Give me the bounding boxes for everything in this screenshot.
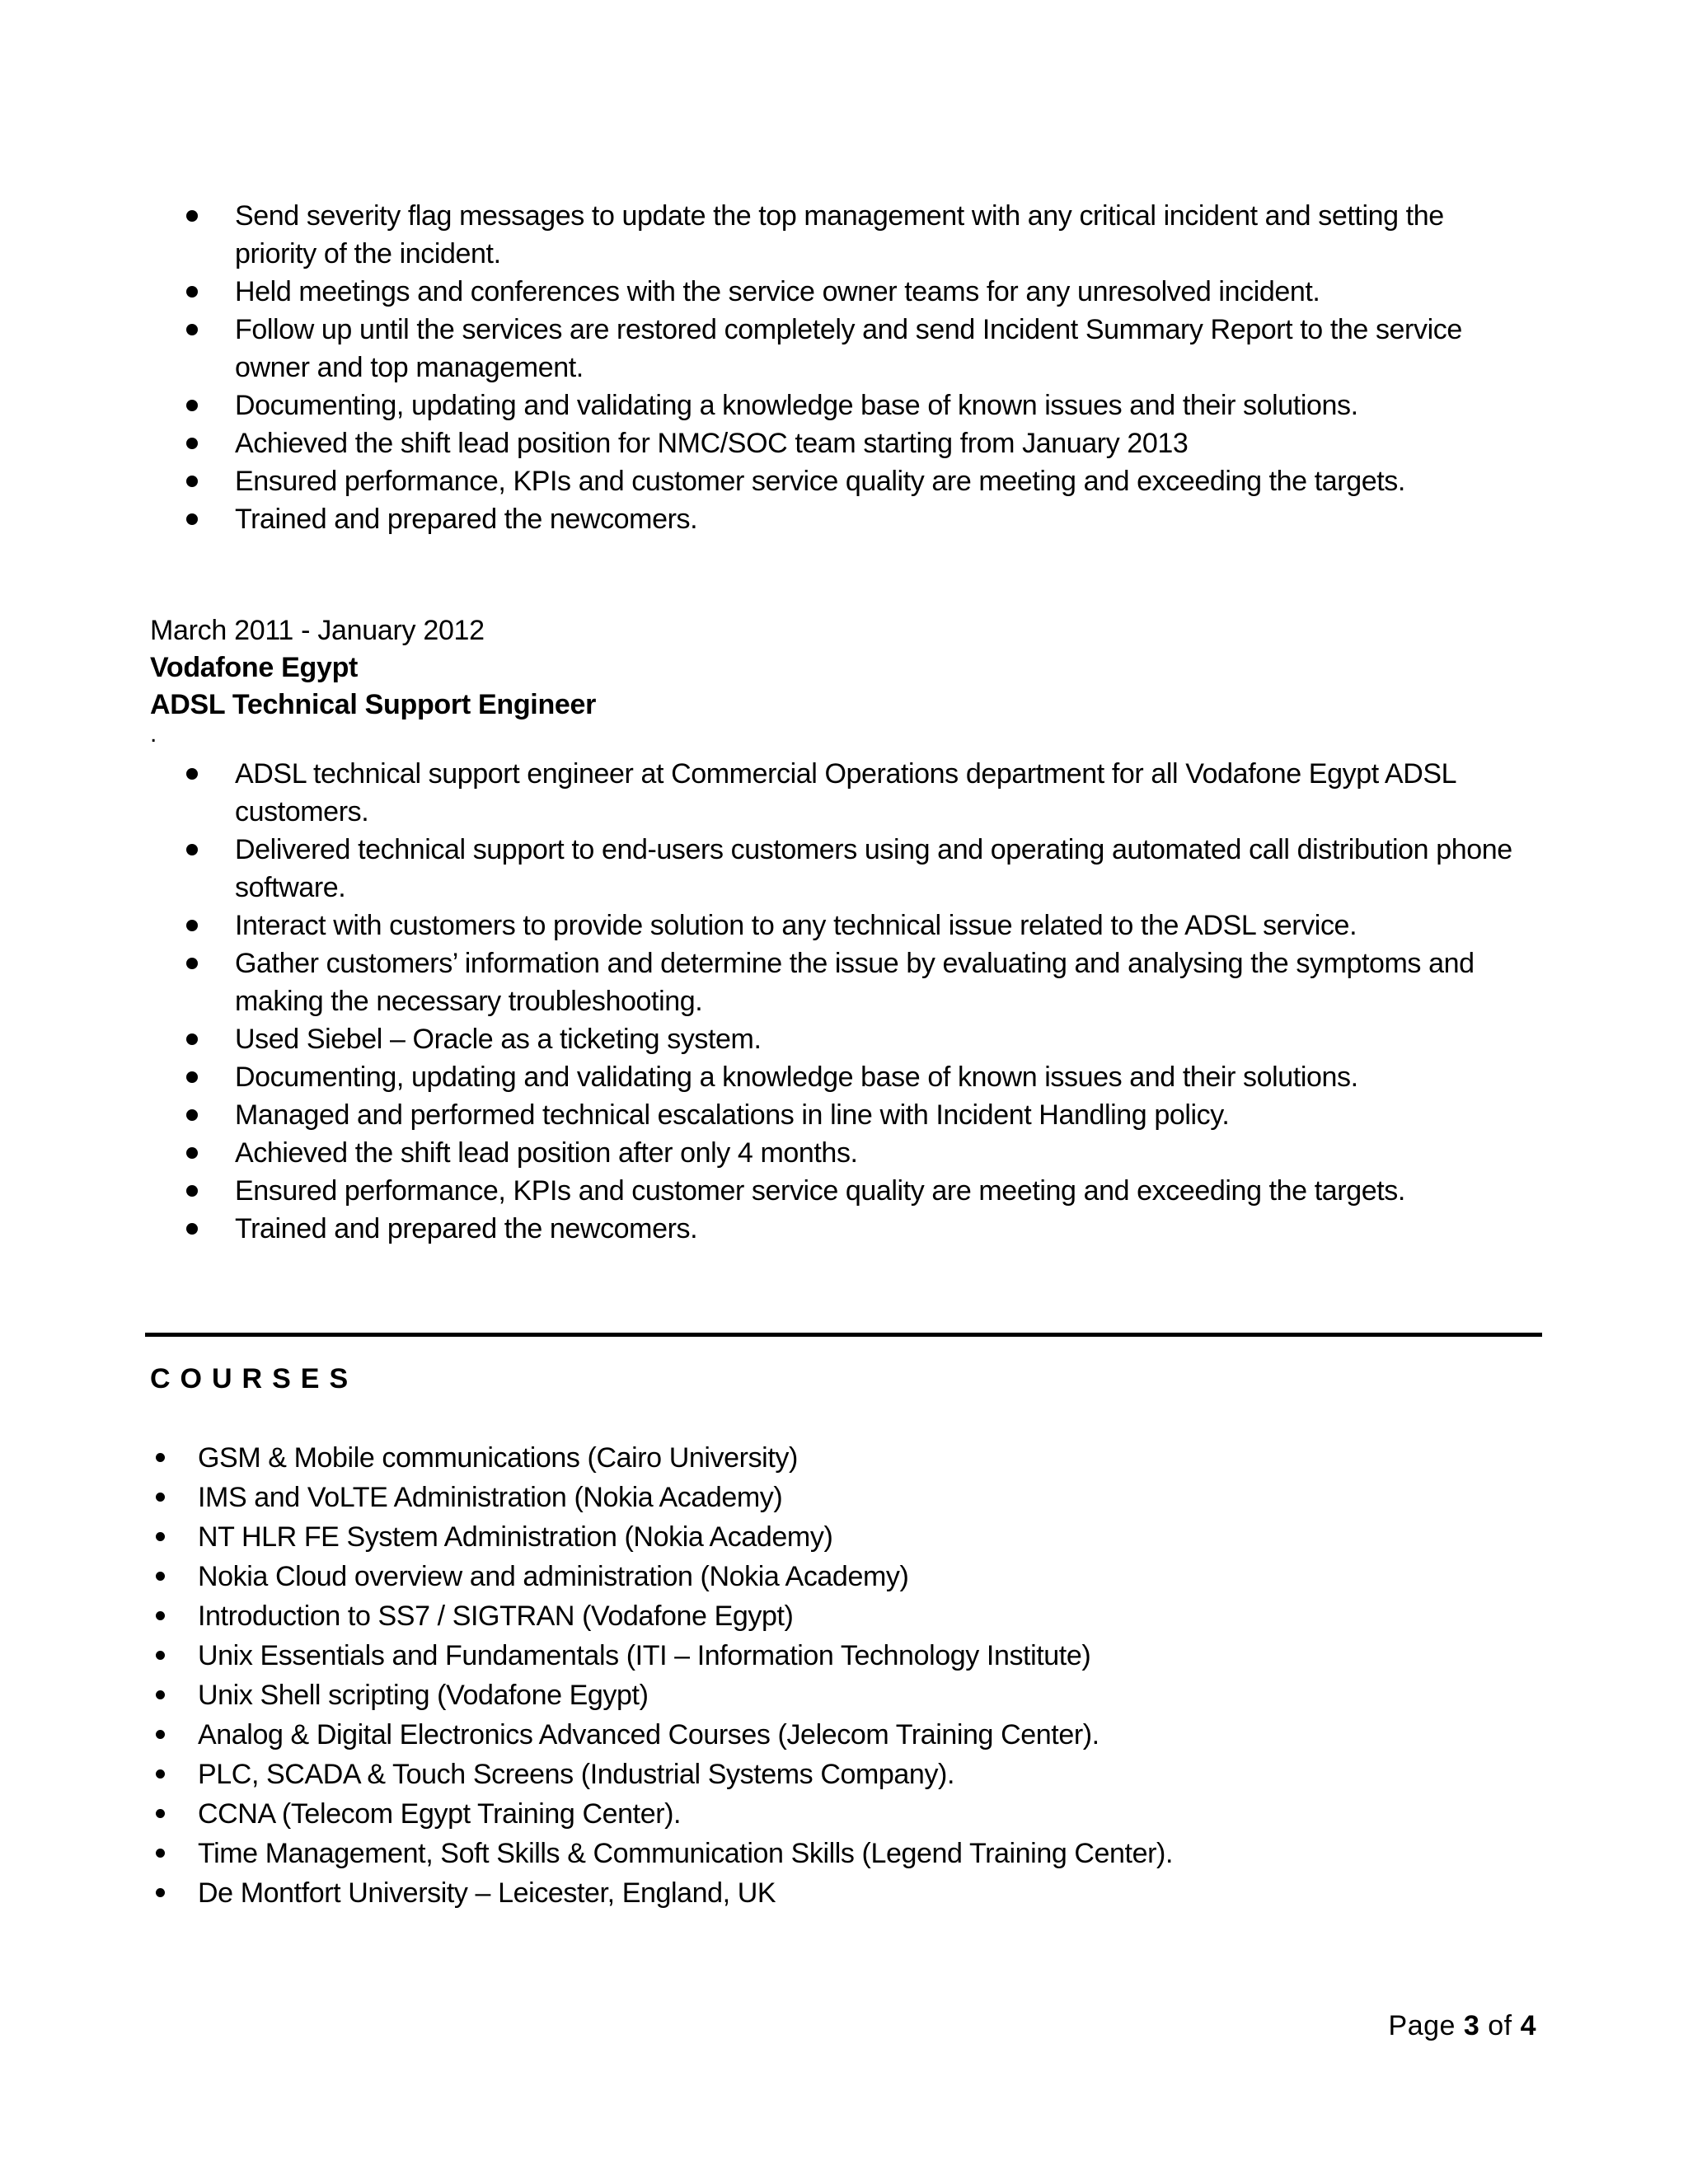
course-text: Unix Essentials and Fundamentals (ITI – Information Technology Institute)	[198, 1640, 1091, 1671]
bullet-icon	[186, 210, 198, 222]
bullet-icon	[156, 1651, 165, 1660]
list-item	[150, 1438, 1518, 1478]
course-text: Time Management, Soft Skills & Communication Skills (Legend Training Center).	[198, 1838, 1174, 1869]
list-item	[150, 197, 1518, 273]
courses-heading: COURSES	[150, 1363, 359, 1394]
list-item	[150, 907, 1518, 944]
list-item	[150, 1675, 1518, 1715]
bullet-text: Achieved the shift lead position after only 4 months.	[235, 1137, 858, 1169]
course-text: PLC, SCADA & Touch Screens (Industrial Systems Company).	[198, 1759, 955, 1790]
bullet-text: Held meetings and conferences with the service owner teams for any unresolved incident.	[235, 276, 1320, 307]
bullet-text: ADSL technical support engineer at Commercial Operations department for all Vodafone Egypt ADSL customers.	[235, 758, 1456, 827]
list-item	[150, 424, 1518, 462]
list-item	[150, 944, 1518, 1020]
bullet-text: Follow up until the services are restored completely and send Incident Summary Report to the service owner and top management.	[235, 314, 1462, 383]
job-dates: March 2011 - January 2012	[150, 615, 485, 646]
list-item	[150, 1596, 1518, 1636]
bullet-icon	[156, 1809, 165, 1818]
list-item	[150, 1794, 1518, 1834]
of-label: of	[1488, 2010, 1512, 2041]
course-text: IMS and VoLTE Administration (Nokia Academy)	[198, 1482, 783, 1513]
list-item	[150, 1134, 1518, 1172]
bullet-icon	[156, 1730, 165, 1739]
list-item	[150, 1210, 1518, 1248]
list-item	[150, 1478, 1518, 1517]
bullet-icon	[156, 1690, 165, 1699]
bullet-icon	[186, 920, 198, 931]
course-text: CCNA (Telecom Egypt Training Center).	[198, 1798, 682, 1830]
bullet-icon	[186, 286, 198, 298]
bullet-icon	[186, 476, 198, 487]
bullet-icon	[186, 438, 198, 449]
vodafone-role-bullet-list	[150, 755, 1518, 1248]
stray-period: .	[150, 720, 157, 748]
bullet-icon	[186, 844, 198, 855]
list-item	[150, 1715, 1518, 1755]
course-text: Nokia Cloud overview and administration (Nokia Academy)	[198, 1561, 909, 1592]
bullet-icon	[186, 768, 198, 780]
bullet-icon	[186, 1223, 198, 1235]
list-item	[150, 1755, 1518, 1794]
list-item	[150, 1557, 1518, 1596]
list-item	[150, 1873, 1518, 1913]
bullet-icon	[186, 1147, 198, 1159]
bullet-icon	[186, 1185, 198, 1197]
previous-role-bullet-list	[150, 197, 1518, 538]
list-item	[150, 1834, 1518, 1873]
section-divider	[145, 1333, 1542, 1337]
course-text: Analog & Digital Electronics Advanced Courses (Jelecom Training Center).	[198, 1719, 1100, 1750]
course-text: Unix Shell scripting (Vodafone Egypt)	[198, 1680, 649, 1711]
bullet-text: Ensured performance, KPIs and customer service quality are meeting and exceeding the targets.	[235, 466, 1405, 497]
list-item	[150, 831, 1518, 907]
current-page-number: 3	[1463, 2010, 1480, 2041]
bullet-icon	[156, 1888, 165, 1897]
bullet-text: Trained and prepared the newcomers.	[235, 1213, 698, 1244]
bullet-icon	[156, 1611, 165, 1620]
job-company: Vodafone Egypt	[150, 652, 359, 683]
list-item	[150, 500, 1518, 538]
bullet-icon	[156, 1493, 165, 1502]
bullet-icon	[186, 1109, 198, 1121]
total-pages-number: 4	[1520, 2010, 1536, 2041]
course-text: NT HLR FE System Administration (Nokia Academy)	[198, 1521, 833, 1553]
bullet-icon	[186, 958, 198, 969]
bullet-text: Ensured performance, KPIs and customer service quality are meeting and exceeding the targets.	[235, 1175, 1405, 1207]
bullet-icon	[156, 1572, 165, 1581]
list-item	[150, 462, 1518, 500]
bullet-icon	[156, 1849, 165, 1858]
bullet-text: Achieved the shift lead position for NMC/SOC team starting from January 2013	[235, 428, 1189, 459]
bullet-icon	[156, 1532, 165, 1541]
bullet-icon	[156, 1453, 165, 1462]
bullet-text: Documenting, updating and validating a knowledge base of known issues and their solutions.	[235, 1062, 1358, 1093]
list-item	[150, 1058, 1518, 1096]
course-text: GSM & Mobile communications (Cairo University)	[198, 1442, 798, 1474]
bullet-icon	[156, 1769, 165, 1779]
list-item	[150, 1172, 1518, 1210]
bullet-text: Used Siebel – Oracle as a ticketing system.	[235, 1024, 762, 1055]
bullet-icon	[186, 1033, 198, 1045]
job-title: ADSL Technical Support Engineer	[150, 689, 597, 720]
bullet-text: Delivered technical support to end-users customers using and operating automated call distribution phone software.	[235, 834, 1512, 903]
course-text: Introduction to SS7 / SIGTRAN (Vodafone Egypt)	[198, 1601, 794, 1632]
courses-list	[150, 1438, 1518, 1913]
list-item	[150, 1517, 1518, 1557]
list-item	[150, 1096, 1518, 1134]
bullet-text: Send severity flag messages to update the top management with any critical incident and setting the priority of the incident.	[235, 200, 1444, 269]
course-text: De Montfort University – Leicester, England, UK	[198, 1877, 776, 1909]
list-item	[150, 273, 1518, 311]
list-item	[150, 311, 1518, 387]
bullet-text: Trained and prepared the newcomers.	[235, 504, 698, 535]
list-item	[150, 1020, 1518, 1058]
page-number-footer	[1389, 2007, 1536, 2045]
bullet-icon	[186, 1071, 198, 1083]
bullet-text: Managed and performed technical escalations in line with Incident Handling policy.	[235, 1099, 1230, 1131]
bullet-icon	[186, 324, 198, 335]
bullet-text: Documenting, updating and validating a knowledge base of known issues and their solutions.	[235, 390, 1358, 421]
list-item	[150, 1636, 1518, 1675]
bullet-icon	[186, 513, 198, 525]
bullet-icon	[186, 400, 198, 411]
bullet-text: Gather customers’ information and determine the issue by evaluating and analysing the symptoms and making the necessary troubleshooting.	[235, 948, 1475, 1017]
bullet-text: Interact with customers to provide solution to any technical issue related to the ADSL service.	[235, 910, 1357, 941]
list-item	[150, 755, 1518, 831]
list-item	[150, 387, 1518, 424]
page-label: Page	[1388, 2010, 1456, 2041]
